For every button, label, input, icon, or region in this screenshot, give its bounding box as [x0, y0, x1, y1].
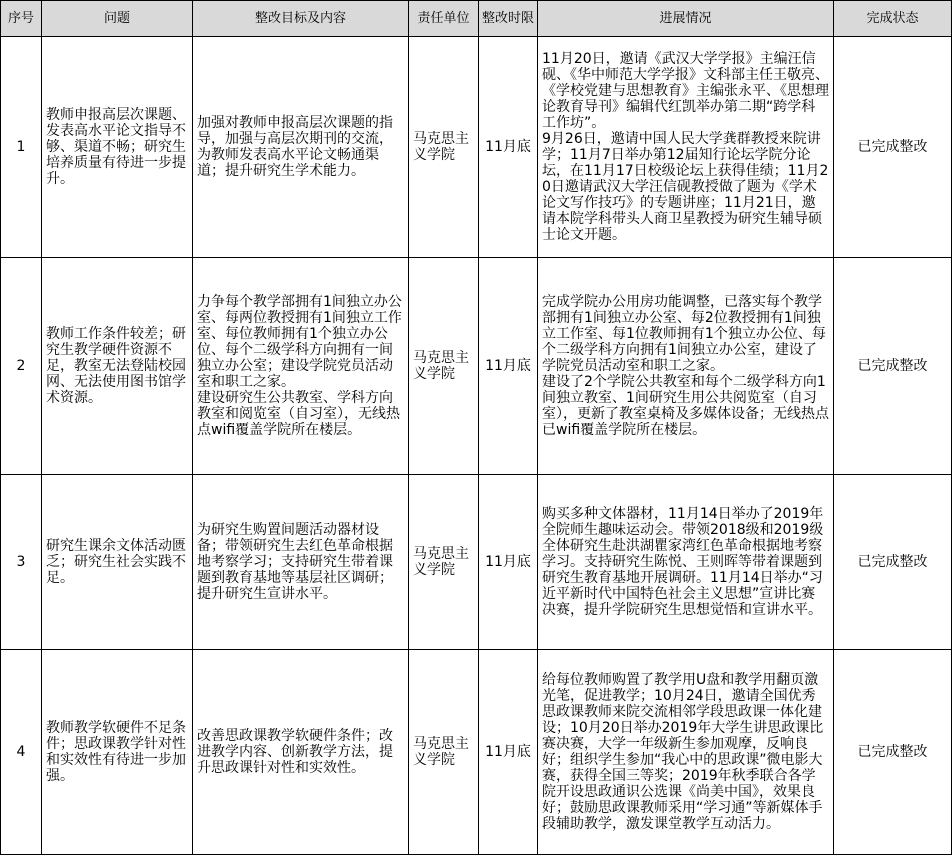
- row-unit: 马克思主义学院: [409, 475, 479, 650]
- row-problem: 教师申报高层次课题、发表高水平论文指导不够、渠道不畅；研究生培养质量有待进一步提升。: [42, 37, 193, 258]
- row-problem: 教师工作条件较差；研究生教学硬件资源不足，教室无法登陆校园网、无法使用图书馆学术资源。: [42, 258, 193, 475]
- row-unit: 马克思主义学院: [409, 37, 479, 258]
- table-row: [1, 37, 952, 258]
- header-seq: 序号: [1, 1, 42, 37]
- row-status: 已完成整改: [834, 650, 952, 855]
- row-target: 为研究生购置间题活动器材设备；带领研究生去红色革命根据地考察学习；支持研究生带着课题到教育基地等基层社区调研；提升研究生宣讲水平。: [193, 475, 409, 650]
- row-unit: 马克思主义学院: [409, 650, 479, 855]
- header-deadline: 整改时限: [479, 1, 538, 37]
- header-row: [1, 1, 952, 37]
- table-row: [1, 650, 952, 855]
- row-status: 已完成整改: [834, 258, 952, 475]
- row-problem: 教师教学软硬件不足条件；思政课教学针对性和实效性有待进一步加强。: [42, 650, 193, 855]
- row-seq: 3: [1, 475, 42, 650]
- table-row: [1, 258, 952, 475]
- row-seq: 4: [1, 650, 42, 855]
- row-status: 已完成整改: [834, 475, 952, 650]
- row-deadline: 11月底: [479, 650, 538, 855]
- row-progress: 给每位教师购置了教学用U盘和教学用翻页激光笔，促进教学；10月24日，邀请全国优秀思政课教师来院交流相邻学段思政课一体化建设；10月20日举办2019年大学生讲思政课比赛决赛，大学一年级新生参加观摩，反响良好；组织学生参加“我心中的思政课”微电影大赛，获得全国三等奖；2019年秋季联合各学院开设思政通识公选课《尚美中国》，效果良好；鼓励思政课教师采用“学习通”等新媒体手段辅助教学，激发课堂教学互动活力。: [538, 650, 834, 855]
- header-status: 完成状态: [834, 1, 952, 37]
- table-row: [1, 475, 952, 650]
- row-target: 力争每个教学部拥有1间独立办公室、每两位教授拥有1间独立工作室、每位教师拥有1个独立办公位、每个二级学科方向拥有一间独立办公室；建设学院党员活动室和职工之家。 建设研究生公共教室、学科方向教室和阅览室（自习室），无线热点wifi覆盖学院所在楼层。: [193, 258, 409, 475]
- header-problem: 问题: [42, 1, 193, 37]
- row-deadline: 11月底: [479, 37, 538, 258]
- row-deadline: 11月底: [479, 475, 538, 650]
- header-target: 整改目标及内容: [193, 1, 409, 37]
- row-deadline: 11月底: [479, 258, 538, 475]
- row-target: 改善思政课教学软硬件条件；改进教学内容、创新教学方法，提升思政课针对性和实效性。: [193, 650, 409, 855]
- row-unit: 马克思主义学院: [409, 258, 479, 475]
- header-progress: 进展情况: [538, 1, 834, 37]
- row-progress: 11月20日，邀请《武汉大学学报》主编汪信砚、《华中师范大学学报》文科部主任王敬亮、《学校党建与思想教育》主编张永平、《思想理论教育导刊》编辑代红凯举办第二期“跨学科工作坊”。 9月26日，邀请中国人民大学龚群教授来院讲学；11月7日举办第12届知行论坛学院分论坛，在11月17日校级论坛上获得佳绩；11月20日邀请武汉大学汪信砚教授做了题为《学术论文写作技巧》的专题讲座；11月21日，邀请本院学科带头人商卫星教授为研究生辅导硕士论文开题。: [538, 37, 834, 258]
- row-problem: 研究生课余文体活动匮乏；研究生社会实践不足。: [42, 475, 193, 650]
- row-target: 加强对教师申报高层次课题的指导，加强与高层次期刊的交流，为教师发表高水平论文畅通渠道；提升研究生学术能力。: [193, 37, 409, 258]
- row-progress: 购买多种文体器材，11月14日举办了2019年全院师生趣味运动会。带领2018级和2019级全体研究生赴洪湖瞿家湾红色革命根据地考察学习。支持研究生陈悦、王则晖等带着课题到研究生教育基地开展调研。11月14日举办“习近平新时代中国特色社会主义思想”宣讲比赛决赛，提升学院研究生思想觉悟和宣讲水平。: [538, 475, 834, 650]
- row-seq: 1: [1, 37, 42, 258]
- row-status: 已完成整改: [834, 37, 952, 258]
- row-progress: 完成学院办公用房功能调整，已落实每个教学部拥有1间独立办公室、每2位教授拥有1间独立工作室、每1位教师拥有1个独立办公位、每个二级学科方向拥有1间独立办公室，建设了学院党员活动室和职工之家。 建设了2个学院公共教室和每个二级学科方向1间独立教室、1间研究生用公共阅览室（自习室），更新了教室桌椅及多媒体设备；无线热点已wifi覆盖学院所在楼层。: [538, 258, 834, 475]
- header-unit: 责任单位: [409, 1, 479, 37]
- row-seq: 2: [1, 258, 42, 475]
